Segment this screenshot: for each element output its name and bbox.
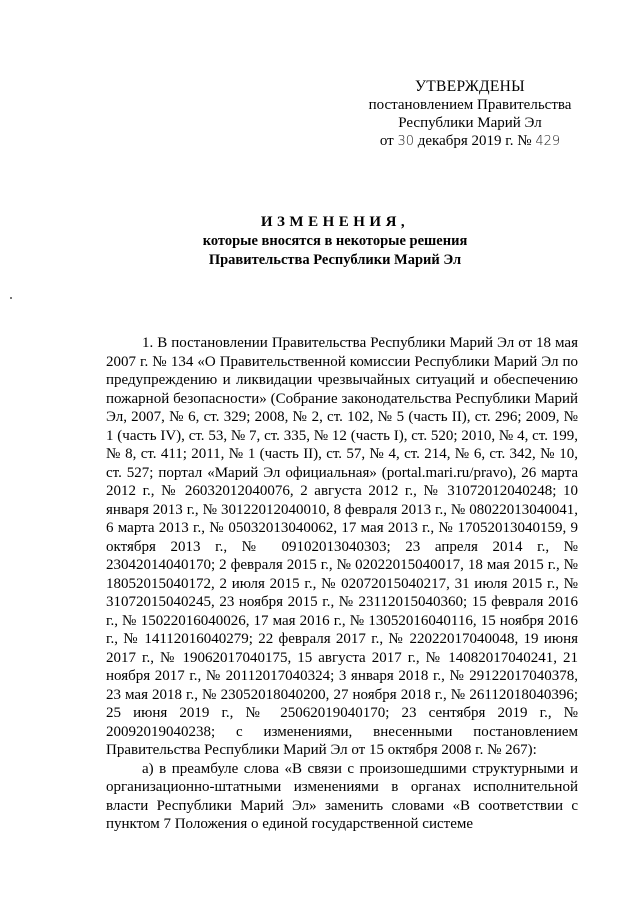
scan-speck <box>10 297 12 299</box>
approval-title: УТВЕРЖДЕНЫ <box>415 78 525 95</box>
approval-block <box>360 78 580 151</box>
document-number: 429 <box>535 134 561 149</box>
date-prefix: от <box>379 133 394 149</box>
approval-date-line <box>360 132 580 151</box>
date-rest: декабря 2019 г. № <box>417 133 532 149</box>
approval-line-1: постановлением Правительства <box>368 97 572 113</box>
paragraph-2: а) в преамбуле слова «В связи с произошедшими структурными и организационно-штатными изменениями в органах исполнительной власти Республики Марий Эл» заменить словами «В соответствии с пунктом 7 Положения о единой государственной системе <box>106 760 578 832</box>
document-body <box>106 334 578 834</box>
paragraph-1: 1. В постановлении Правительства Республики Марий Эл от 18 мая 2007 г. № 134 «О Правительственной комиссии Республики Марий Эл по предупреждению и ликвидации чрезвычайных ситуаций и обеспечению пожарной безопасности» (Собрание законодательства Республики Марий Эл, 2007, № 6, ст. 329; 2008, № 2, ст. 102, № 5 (часть II), ст. 296; 2009, № 1 (часть IV), ст. 53, № 7, ст. 335, № 12 (часть I), ст. 520; 2010, № 4, ст. 199, № 8, ст. 411; 2011, № 1 (часть II), ст. 57, № 4, ст. 214, № 6, ст. 342, № 10, ст. 527; портал «Марий Эл официальная» (portal.mari.ru/pravo), 26 марта 2012 г., № 26032012040076, 2 августа 2012 г., № 31072012040248; 10 января 2013 г., № 30122012040010, 8 февраля 2013 г., № 08022013040041, 6 марта 2013 г., № 05032013040062, 17 мая 2013 г., № 17052013040159, 9 октября 2013 г., № 09102013040303; 23 апреля 2014 г., № 23042014040170; 2 февраля 2015 г., № 02022015040017, 18 мая 2015 г., № 18052015040172, 2 июля 2015 г., № 02072015040217, 31 июля 2015 г., № 31072015040245, 23 ноября 2015 г., № 23112015040360; 15 февраля 2016 г., № 15022016040026, 17 мая 2016 г., № 13052016040116, 15 ноября 2016 г., № 14112016040279; 22 февраля 2017 г., № 22022017040048, 19 июня 2017 г., № 19062017040175, 15 августа 2017 г., № 14082017040241, 21 ноября 2017 г., № 20112017040324; 3 января 2018 г., № 29122017040378, 23 мая 2018 г., № 23052018040200, 27 ноября 2018 г., № 26112018040396; 25 июня 2019 г., № 25062019040170; 23 сентября 2019 г., № 20092019040238; с изменениями, внесенными постановлением Правительства Республики Марий Эл от 15 октября 2008 г. № 267): <box>106 335 578 758</box>
approval-line-2: Республики Марий Эл <box>398 115 542 131</box>
heading-line-2: Правительства Республики Марий Эл <box>208 252 462 268</box>
heading-line-1: которые вносятся в некоторые решения <box>202 233 468 249</box>
heading-title: ИЗМЕНЕНИЯ, <box>260 214 410 230</box>
date-day: 30 <box>397 134 414 149</box>
document-heading <box>100 213 570 270</box>
